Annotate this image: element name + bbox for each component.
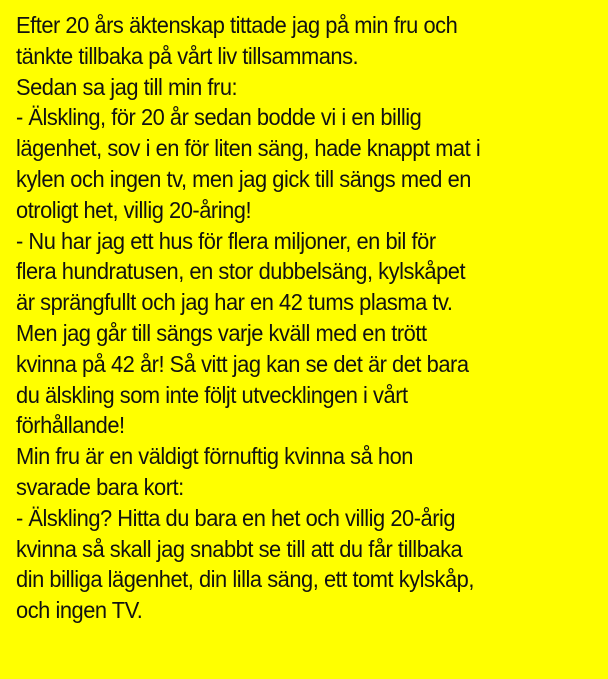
text-line: du älskling som inte följt utvecklingen i vårt (16, 381, 408, 408)
text-line: Efter 20 års äktenskap tittade jag på min fru och (16, 12, 458, 38)
text-line: kylen och ingen tv, men jag gick till sängs med en (16, 165, 471, 192)
text-line: är sprängfullt och jag har en 42 tums plasma tv. (16, 289, 453, 316)
text-line: din billiga lägenhet, din lilla säng, ett tomt kylskåp, (16, 566, 474, 593)
text-line: Min fru är en väldigt förnuftig kvinna så hon (16, 443, 413, 470)
text-line: lägenhet, sov i en för liten säng, hade knappt mat i (16, 135, 481, 162)
text-line: Sedan sa jag till min fru: (16, 73, 238, 100)
text-line: - Älskling, för 20 år sedan bodde vi i en billig (16, 104, 422, 131)
text-line: otroligt het, villig 20-åring! (16, 196, 252, 223)
text-line: svarade bara kort: (16, 473, 184, 500)
text-line: - Nu har jag ett hus för flera miljoner, en bil för (16, 227, 436, 254)
text-line: och ingen TV. (16, 597, 143, 624)
text-line: - Älskling? Hitta du bara en het och villig 20-årig (16, 504, 456, 531)
text-line: Men jag går till sängs varje kväll med en trött (16, 319, 427, 346)
text-line: kvinna så skall jag snabbt se till att du får tillbaka (16, 535, 463, 562)
text-line: flera hundratusen, en stor dubbelsäng, kylskåpet (16, 258, 466, 285)
text-line: förhållande! (16, 412, 125, 439)
text-line: kvinna på 42 år! Så vitt jag kan se det är det bara (16, 350, 469, 377)
text-line: tänkte tillbaka på vårt liv tillsammans. (16, 42, 359, 69)
